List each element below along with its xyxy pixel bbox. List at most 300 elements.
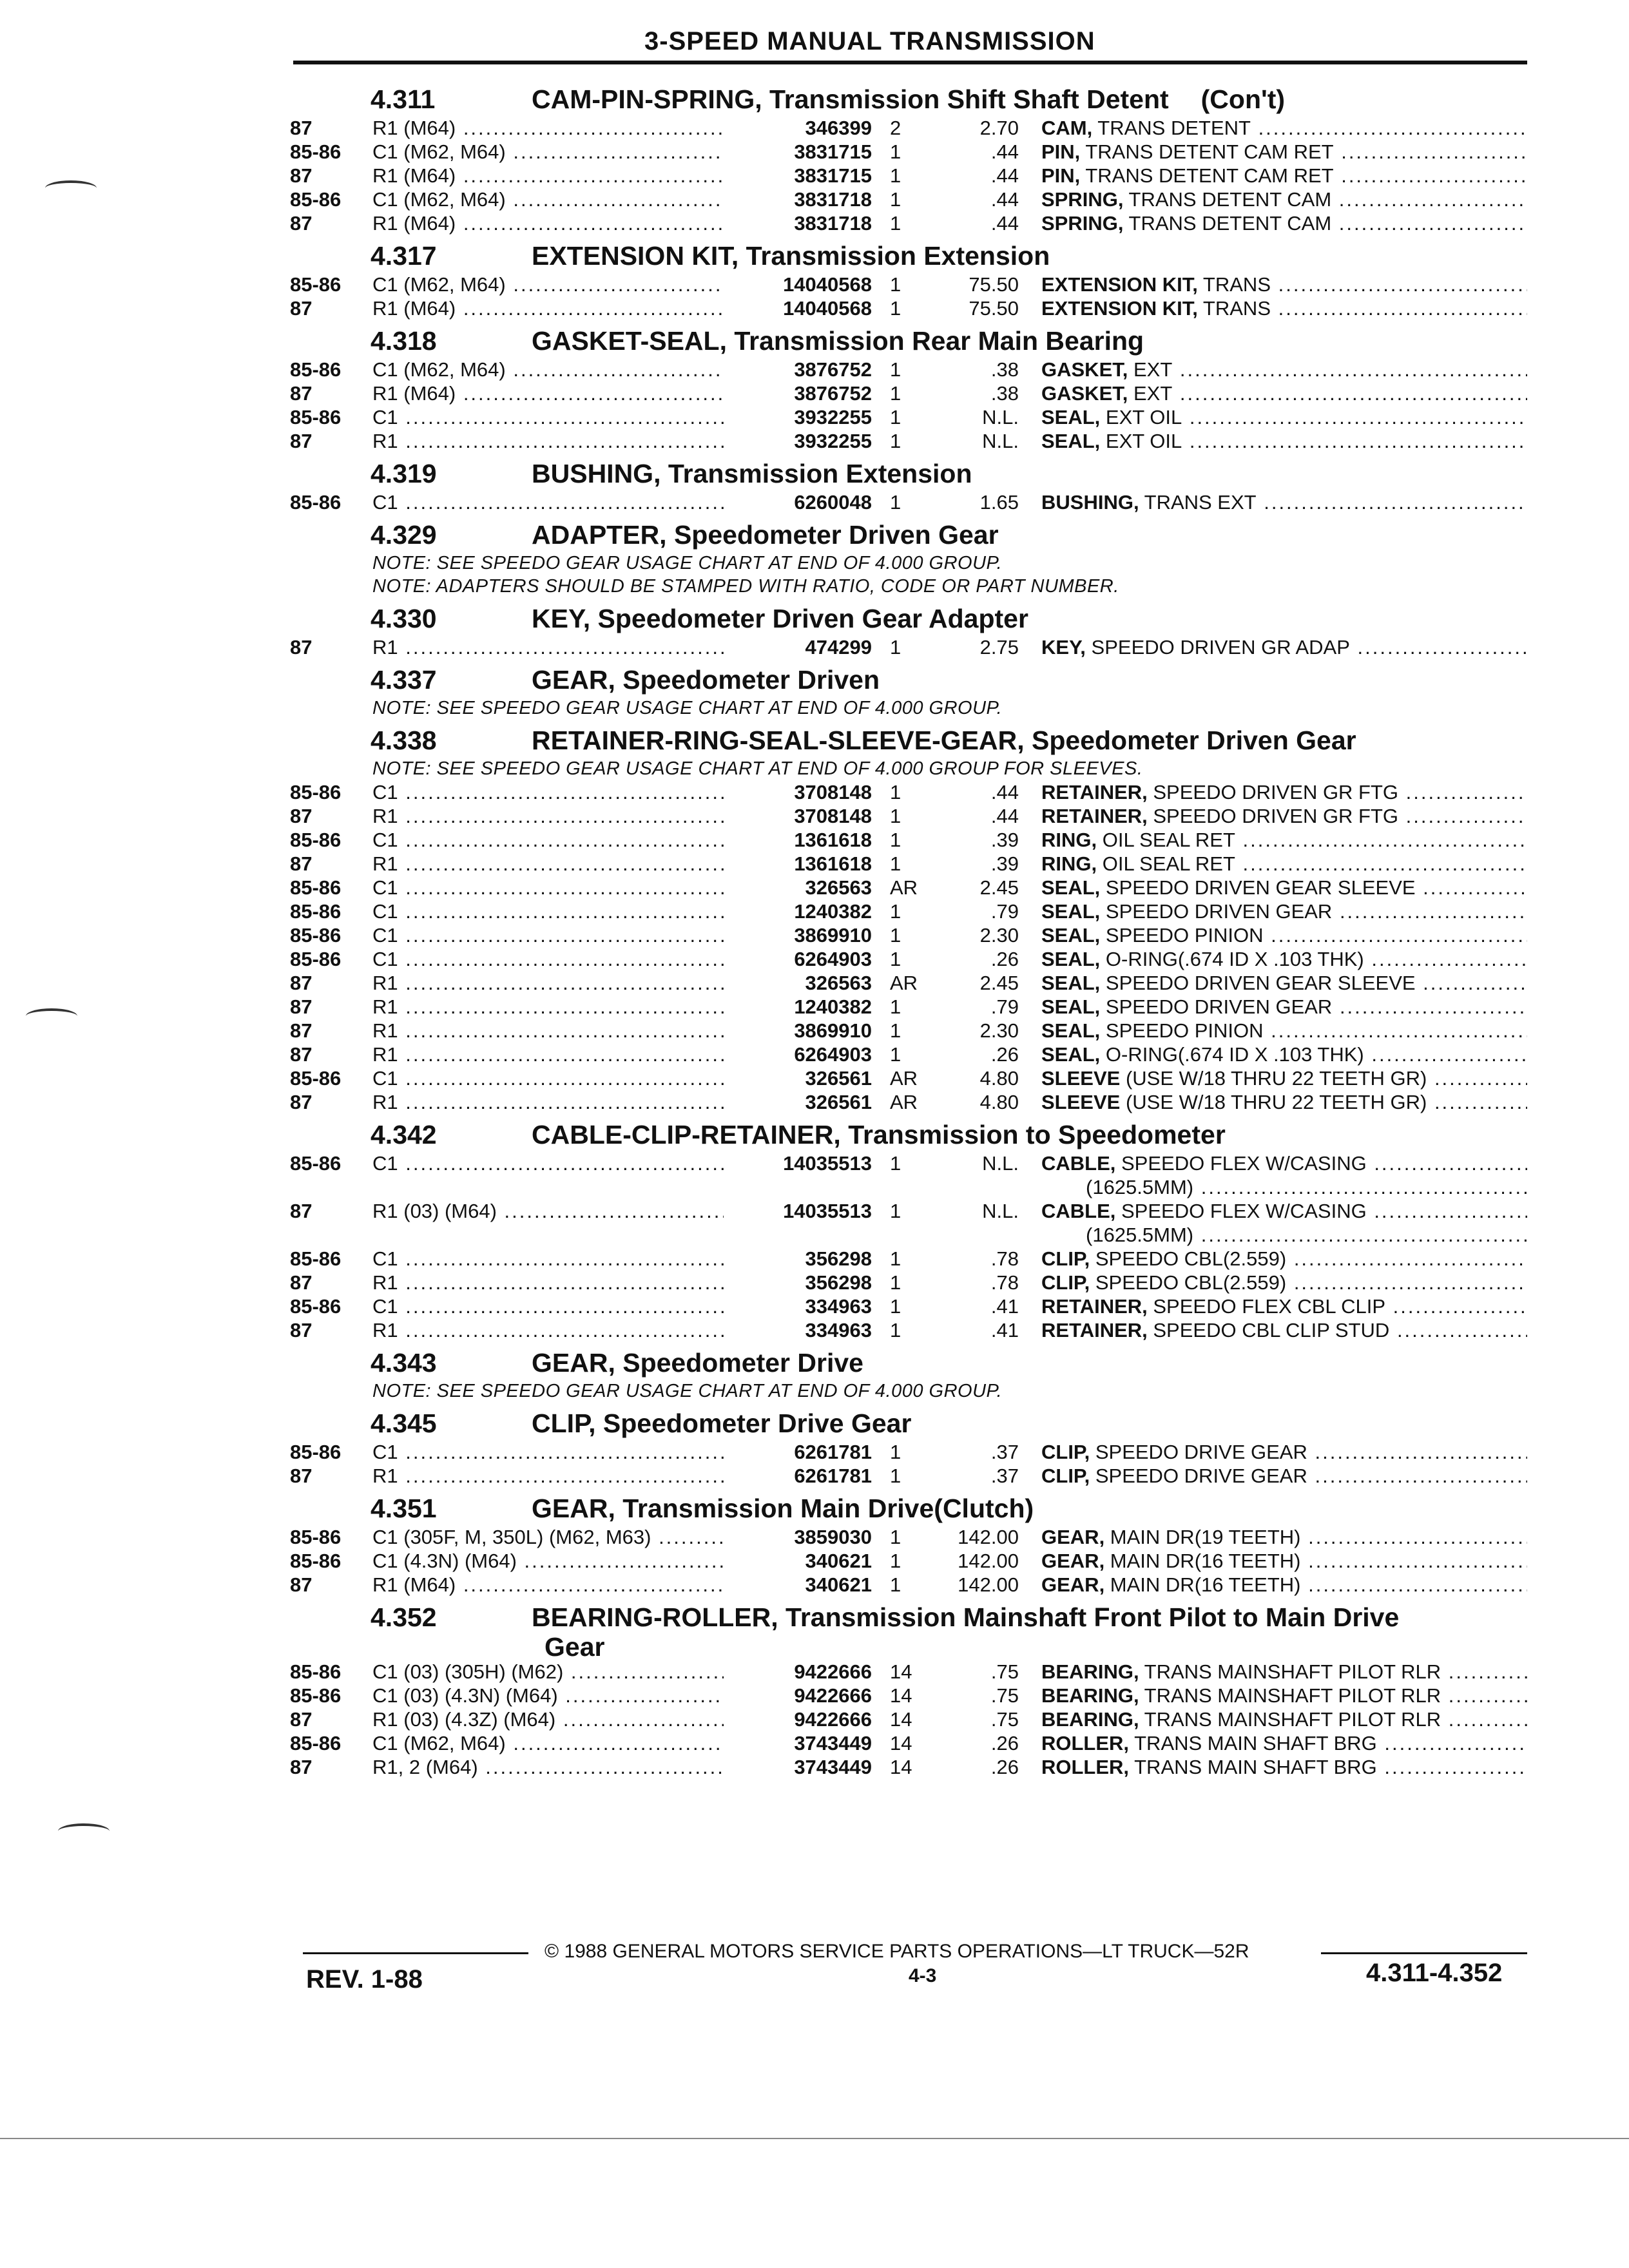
description-text: TRANS DETENT	[1092, 117, 1251, 139]
description-text: TRANS MAINSHAFT PILOT RLR	[1139, 1684, 1441, 1707]
usage-code: C1 .....	[372, 405, 724, 429]
part-number: 326563	[805, 972, 872, 994]
table-row	[290, 1151, 1527, 1175]
table-row	[290, 1464, 1527, 1488]
table-row	[290, 852, 1527, 876]
section-title-text: GEAR, Speedometer Drive	[532, 1348, 863, 1378]
table-row	[290, 876, 1527, 899]
usage-code: C1 .....	[372, 923, 724, 947]
table-row	[290, 1043, 1527, 1066]
description-text: SPEEDO CBL CLIP STUD	[1147, 1319, 1390, 1341]
description-text: EXT OIL	[1100, 430, 1182, 452]
section-title-text: BEARING-ROLLER, Transmission Mainshaft Front Pilot to Main Drive	[532, 1602, 1400, 1632]
table-row	[290, 804, 1527, 828]
footer-section-range: 4.311-4.352	[1366, 1959, 1503, 1987]
price: N.L.	[982, 1152, 1019, 1175]
parts-section	[290, 324, 1527, 453]
quantity: 1	[890, 948, 901, 970]
description-text: SPEEDO FLEX CBL CLIP	[1147, 1295, 1386, 1318]
description-keyword: ROLLER,	[1041, 1756, 1130, 1778]
description-text: O-RING(.674 ID X .103 THK)	[1100, 948, 1364, 970]
table-row	[290, 429, 1527, 453]
table-row	[290, 1294, 1527, 1318]
description-keyword: PIN,	[1041, 164, 1081, 187]
usage-code: R1 (M64) .....	[372, 116, 724, 140]
table-row	[290, 1525, 1527, 1549]
model-year: 85-86	[290, 876, 342, 899]
part-description	[1041, 1247, 1527, 1271]
binder-hole-mark	[45, 180, 97, 196]
table-row	[290, 1660, 1527, 1684]
quantity: 1	[890, 273, 901, 296]
quantity: 1	[890, 1043, 901, 1066]
section-title	[532, 1118, 1527, 1151]
quantity: 1	[890, 852, 901, 875]
table-row	[290, 1573, 1527, 1597]
quantity: 1	[890, 140, 901, 163]
quantity: AR	[890, 1067, 918, 1090]
table-row	[290, 1755, 1527, 1779]
usage-code: R1 (M64) .....	[372, 381, 724, 405]
description-keyword: SEAL,	[1041, 948, 1101, 970]
footer-revision: REV. 1-88	[306, 1965, 423, 1994]
section-heading	[290, 82, 1527, 116]
part-number: 3708148	[794, 805, 872, 827]
quantity: 1	[890, 212, 901, 235]
description-keyword: SLEEVE	[1041, 1067, 1121, 1090]
model-year: 87	[290, 1756, 313, 1778]
part-description	[1041, 381, 1527, 405]
quantity: 1	[890, 829, 901, 851]
price: .44	[990, 188, 1019, 211]
usage-code: R1 .....	[372, 995, 724, 1019]
section-title-text: KEY, Speedometer Driven Gear Adapter	[532, 604, 1028, 633]
table-row	[290, 1731, 1527, 1755]
price: .44	[990, 805, 1019, 827]
section-note: NOTE: SEE SPEEDO GEAR USAGE CHART AT END OF 4.000 GROUP.	[372, 553, 1003, 573]
quantity: 1	[890, 805, 901, 827]
model-year: 87	[290, 1319, 313, 1341]
price: .41	[990, 1319, 1019, 1341]
table-row	[290, 1684, 1527, 1707]
price: .41	[990, 1295, 1019, 1318]
table-row	[290, 947, 1527, 971]
part-description	[1041, 828, 1527, 852]
price: 2.45	[979, 972, 1019, 994]
parts-section	[290, 1118, 1527, 1342]
part-number: 3831718	[794, 188, 872, 211]
section-title	[532, 1407, 1527, 1440]
quantity: 1	[890, 1526, 901, 1548]
section-title-text: BUSHING, Transmission Extension	[532, 459, 972, 488]
table-row	[290, 1019, 1527, 1043]
price: 75.50	[969, 273, 1019, 296]
description-text: OIL SEAL RET	[1097, 852, 1235, 875]
price: .26	[990, 1043, 1019, 1066]
usage-code: C1 .....	[372, 828, 724, 852]
table-row	[290, 358, 1527, 381]
price: 2.45	[979, 876, 1019, 899]
description-keyword: CABLE,	[1041, 1152, 1116, 1175]
part-description	[1041, 1707, 1527, 1731]
quantity: AR	[890, 1091, 918, 1113]
model-year: 85-86	[290, 1067, 342, 1090]
description-text: EXT OIL	[1100, 406, 1182, 428]
section-number: 4.311	[371, 84, 436, 114]
description-keyword: CAM,	[1041, 117, 1093, 139]
quantity: 14	[890, 1660, 912, 1683]
description-text: TRANS EXT	[1139, 491, 1257, 514]
description-text: MAIN DR(16 TEETH)	[1104, 1573, 1301, 1596]
section-title	[532, 602, 1527, 635]
part-number: 326563	[805, 876, 872, 899]
description-keyword: SPRING,	[1041, 188, 1124, 211]
part-description	[1041, 923, 1527, 947]
model-year: 87	[290, 995, 313, 1018]
table-row	[290, 405, 1527, 429]
part-number: 1361618	[794, 829, 872, 851]
description-text: (USE W/18 THRU 22 TEETH GR)	[1120, 1067, 1427, 1090]
table-row	[290, 971, 1527, 995]
section-number: 4.318	[371, 326, 437, 356]
part-description	[1041, 296, 1527, 320]
part-description	[1041, 971, 1527, 995]
part-number: 346399	[805, 117, 872, 139]
part-number: 1361618	[794, 852, 872, 875]
part-description	[1041, 1660, 1527, 1684]
section-title-text: GASKET-SEAL, Transmission Rear Main Bearing	[532, 326, 1144, 356]
section-title-text: GEAR, Speedometer Driven	[532, 665, 880, 695]
description-keyword: SEAL,	[1041, 972, 1101, 994]
model-year: 85-86	[290, 1550, 342, 1572]
table-row	[290, 116, 1527, 140]
description-text: SPEEDO DRIVE GEAR	[1090, 1465, 1307, 1487]
part-description	[1041, 780, 1527, 804]
part-number: 3708148	[794, 781, 872, 803]
description-text: SPEEDO CBL(2.559)	[1090, 1271, 1287, 1294]
quantity: 1	[890, 995, 901, 1018]
price: .78	[990, 1271, 1019, 1294]
part-description	[1041, 1019, 1527, 1043]
quantity: 1	[890, 1441, 901, 1463]
price: .44	[990, 212, 1019, 235]
description-keyword: GEAR,	[1041, 1550, 1105, 1572]
table-row	[290, 635, 1527, 659]
part-number: 3869910	[794, 924, 872, 947]
usage-code: C1 .....	[372, 780, 724, 804]
price: .75	[990, 1684, 1019, 1707]
description-keyword: BEARING,	[1041, 1660, 1139, 1683]
description-keyword: ROLLER,	[1041, 1732, 1130, 1754]
part-description	[1041, 1440, 1527, 1464]
description-text: TRANS MAIN SHAFT BRG	[1129, 1756, 1377, 1778]
section-note: NOTE: SEE SPEEDO GEAR USAGE CHART AT END OF 4.000 GROUP FOR SLEEVES.	[372, 758, 1143, 779]
description-keyword: CLIP,	[1041, 1465, 1090, 1487]
model-year: 85-86	[290, 140, 342, 163]
usage-code: R1 .....	[372, 1090, 724, 1114]
description-text: SPEEDO DRIVEN GR FTG	[1147, 781, 1399, 803]
scan-edge-line	[0, 2138, 1629, 2139]
price: .39	[990, 852, 1019, 875]
section-note: NOTE: SEE SPEEDO GEAR USAGE CHART AT END OF 4.000 GROUP.	[372, 698, 1003, 718]
price: .37	[990, 1441, 1019, 1463]
model-year: 85-86	[290, 1152, 342, 1175]
description-keyword: BEARING,	[1041, 1708, 1139, 1731]
part-number: 14035513	[783, 1200, 872, 1222]
quantity: 14	[890, 1684, 912, 1707]
usage-code: C1 (305F, M, 350L) (M62, M63) .....	[372, 1525, 724, 1549]
section-heading	[290, 457, 1527, 490]
section-title-text: ADAPTER, Speedometer Driven Gear	[532, 520, 999, 550]
part-number: 340621	[805, 1550, 872, 1572]
model-year: 85-86	[290, 1732, 342, 1754]
quantity: 1	[890, 406, 901, 428]
description-keyword: RING,	[1041, 829, 1097, 851]
model-year: 87	[290, 297, 313, 320]
table-row	[290, 187, 1527, 211]
usage-code: C1 (M62, M64) .....	[372, 1731, 724, 1755]
usage-code: R1 .....	[372, 1464, 724, 1488]
description-text: TRANS MAINSHAFT PILOT RLR	[1139, 1660, 1441, 1683]
part-description	[1041, 164, 1527, 187]
part-description	[1041, 116, 1527, 140]
parts-section	[290, 457, 1527, 514]
part-number: 3932255	[794, 430, 872, 452]
model-year: 87	[290, 117, 313, 139]
section-number: 4.352	[371, 1602, 437, 1632]
usage-code: C1 .....	[372, 1294, 724, 1318]
quantity: 1	[890, 430, 901, 452]
table-row	[290, 140, 1527, 164]
section-title	[532, 239, 1527, 273]
description-text: SPEEDO DRIVEN GEAR SLEEVE	[1100, 972, 1416, 994]
table-row	[290, 211, 1527, 235]
section-heading	[290, 1118, 1527, 1151]
description-keyword: RING,	[1041, 852, 1097, 875]
part-description	[1041, 1043, 1527, 1066]
table-row	[290, 381, 1527, 405]
usage-code: R1 .....	[372, 804, 724, 828]
usage-code: R1 (M64) .....	[372, 211, 724, 235]
section-title	[532, 82, 1527, 116]
section-note: NOTE: ADAPTERS SHOULD BE STAMPED WITH RATIO, CODE OR PART NUMBER.	[372, 576, 1119, 597]
quantity: 1	[890, 1550, 901, 1572]
section-number: 4.329	[371, 520, 437, 550]
quantity: 1	[890, 1019, 901, 1042]
price: 142.00	[958, 1526, 1019, 1548]
price: 2.75	[979, 636, 1019, 658]
description-text: EXT	[1128, 358, 1173, 381]
quantity: 14	[890, 1732, 912, 1754]
model-year: 85-86	[290, 924, 342, 947]
quantity: AR	[890, 876, 918, 899]
quantity: 1	[890, 1295, 901, 1318]
description-keyword: SLEEVE	[1041, 1091, 1121, 1113]
quantity: AR	[890, 972, 918, 994]
table-row	[290, 1199, 1527, 1223]
usage-code: R1 .....	[372, 971, 724, 995]
usage-code: R1, 2 (M64) .....	[372, 1755, 724, 1779]
section-heading	[290, 1492, 1527, 1525]
section-heading	[290, 324, 1527, 358]
description-keyword: SEAL,	[1041, 995, 1101, 1018]
description-keyword: RETAINER,	[1041, 1319, 1148, 1341]
price: .44	[990, 140, 1019, 163]
description-keyword: EXTENSION KIT,	[1041, 273, 1198, 296]
usage-code: C1 .....	[372, 876, 724, 899]
description-keyword: GASKET,	[1041, 358, 1128, 381]
parts-section	[290, 1600, 1527, 1779]
usage-code: C1 (M62, M64) .....	[372, 273, 724, 296]
model-year: 85-86	[290, 1441, 342, 1463]
table-row	[290, 164, 1527, 187]
quantity: 1	[890, 636, 901, 658]
parts-section	[290, 1407, 1527, 1488]
section-number: 4.338	[371, 726, 437, 755]
model-year: 85-86	[290, 781, 342, 803]
description-text: (USE W/18 THRU 22 TEETH GR)	[1120, 1091, 1427, 1113]
section-title	[532, 1600, 1527, 1634]
price: 2.70	[979, 117, 1019, 139]
binder-hole-mark	[26, 1008, 77, 1024]
footer-rule-right	[1321, 1952, 1527, 1954]
page-header-title: 3-SPEED MANUAL TRANSMISSION	[644, 27, 1095, 55]
section-title-text: GEAR, Transmission Main Drive(Clutch)	[532, 1494, 1034, 1523]
part-number: 334963	[805, 1295, 872, 1318]
price: .79	[990, 995, 1019, 1018]
parts-section	[290, 1346, 1527, 1403]
section-title-text: CABLE-CLIP-RETAINER, Transmission to Speedometer	[532, 1120, 1226, 1149]
part-number: 326561	[805, 1067, 872, 1090]
section-heading	[290, 724, 1527, 757]
part-description	[1041, 358, 1527, 381]
description-text: MAIN DR(19 TEETH)	[1104, 1526, 1301, 1548]
part-number: 9422666	[794, 1708, 872, 1731]
quantity: 14	[890, 1708, 912, 1731]
part-description	[1041, 1525, 1527, 1549]
description-keyword: BUSHING,	[1041, 491, 1139, 514]
part-description	[1041, 211, 1527, 235]
part-description	[1041, 876, 1527, 899]
parts-section	[290, 724, 1527, 1114]
section-title	[532, 1492, 1527, 1525]
description-text: SPEEDO DRIVEN GR ADAP	[1085, 636, 1350, 658]
quantity: 1	[890, 1319, 901, 1341]
usage-code: C1 .....	[372, 1247, 724, 1271]
quantity: 1	[890, 188, 901, 211]
part-description	[1041, 140, 1527, 164]
part-description	[1041, 1318, 1527, 1342]
usage-code: C1 (03) (4.3N) (M64) .....	[372, 1684, 724, 1707]
model-year: 85-86	[290, 900, 342, 923]
price: 2.30	[979, 924, 1019, 947]
part-description	[1041, 1549, 1527, 1573]
table-row	[290, 995, 1527, 1019]
part-description	[1041, 995, 1527, 1019]
parts-section	[290, 663, 1527, 720]
model-year: 85-86	[290, 188, 342, 211]
section-title	[532, 663, 1527, 697]
quantity: 1	[890, 382, 901, 405]
section-title	[532, 518, 1527, 552]
part-description	[1041, 1464, 1527, 1488]
model-year: 87	[290, 972, 313, 994]
part-number: 9422666	[794, 1660, 872, 1683]
part-description	[1041, 1755, 1527, 1779]
description-keyword: GEAR,	[1041, 1526, 1105, 1548]
part-description	[1041, 947, 1527, 971]
description-text: SPEEDO DRIVE GEAR	[1090, 1441, 1307, 1463]
price: .78	[990, 1247, 1019, 1270]
part-number: 3831715	[794, 164, 872, 187]
description-keyword: SEAL,	[1041, 430, 1101, 452]
model-year: 85-86	[290, 273, 342, 296]
part-description	[1041, 1731, 1527, 1755]
quantity: 1	[890, 491, 901, 514]
table-row	[290, 1271, 1527, 1294]
section-number: 4.351	[371, 1494, 437, 1523]
part-description	[1041, 1090, 1527, 1114]
binder-hole-mark	[58, 1823, 110, 1839]
usage-code: R1 .....	[372, 852, 724, 876]
description-text: SPEEDO DRIVEN GEAR	[1100, 900, 1333, 923]
part-description	[1041, 1151, 1527, 1175]
price: 142.00	[958, 1550, 1019, 1572]
model-year: 87	[290, 430, 313, 452]
section-title	[532, 457, 1527, 490]
part-description	[1041, 187, 1527, 211]
part-number: 340621	[805, 1573, 872, 1596]
usage-code: R1 .....	[372, 635, 724, 659]
quantity: 1	[890, 781, 901, 803]
section-title-text: CLIP, Speedometer Drive Gear	[532, 1408, 912, 1438]
price: .38	[990, 382, 1019, 405]
table-row	[290, 1247, 1527, 1271]
model-year: 87	[290, 1573, 313, 1596]
quantity: 1	[890, 164, 901, 187]
quantity: 1	[890, 924, 901, 947]
section-number: 4.337	[371, 665, 437, 695]
model-year: 87	[290, 636, 313, 658]
part-number: 3876752	[794, 358, 872, 381]
table-row	[290, 1549, 1527, 1573]
description-keyword: RETAINER,	[1041, 781, 1148, 803]
price: N.L.	[982, 1200, 1019, 1222]
description-text: TRANS DETENT CAM RET	[1080, 140, 1334, 163]
price: .44	[990, 781, 1019, 803]
description-keyword: SEAL,	[1041, 1019, 1101, 1042]
quantity: 1	[890, 297, 901, 320]
description-text: EXT	[1128, 382, 1173, 405]
model-year: 87	[290, 1200, 313, 1222]
model-year: 87	[290, 1271, 313, 1294]
usage-code: R1 .....	[372, 1043, 724, 1066]
parts-section	[290, 82, 1527, 235]
usage-code: C1 (03) (305H) (M62) .....	[372, 1660, 724, 1684]
description-keyword: CABLE,	[1041, 1200, 1116, 1222]
description-text: SPEEDO CBL(2.559)	[1090, 1247, 1287, 1270]
description-text: TRANS MAINSHAFT PILOT RLR	[1139, 1708, 1441, 1731]
model-year: 87	[290, 1019, 313, 1042]
description-text: SPEEDO PINION	[1100, 1019, 1264, 1042]
description-keyword: RETAINER,	[1041, 805, 1148, 827]
quantity: 1	[890, 1271, 901, 1294]
part-number: 3743449	[794, 1732, 872, 1754]
price: .37	[990, 1465, 1019, 1487]
description-keyword: CLIP,	[1041, 1247, 1090, 1270]
price: 142.00	[958, 1573, 1019, 1596]
parts-section	[290, 239, 1527, 320]
